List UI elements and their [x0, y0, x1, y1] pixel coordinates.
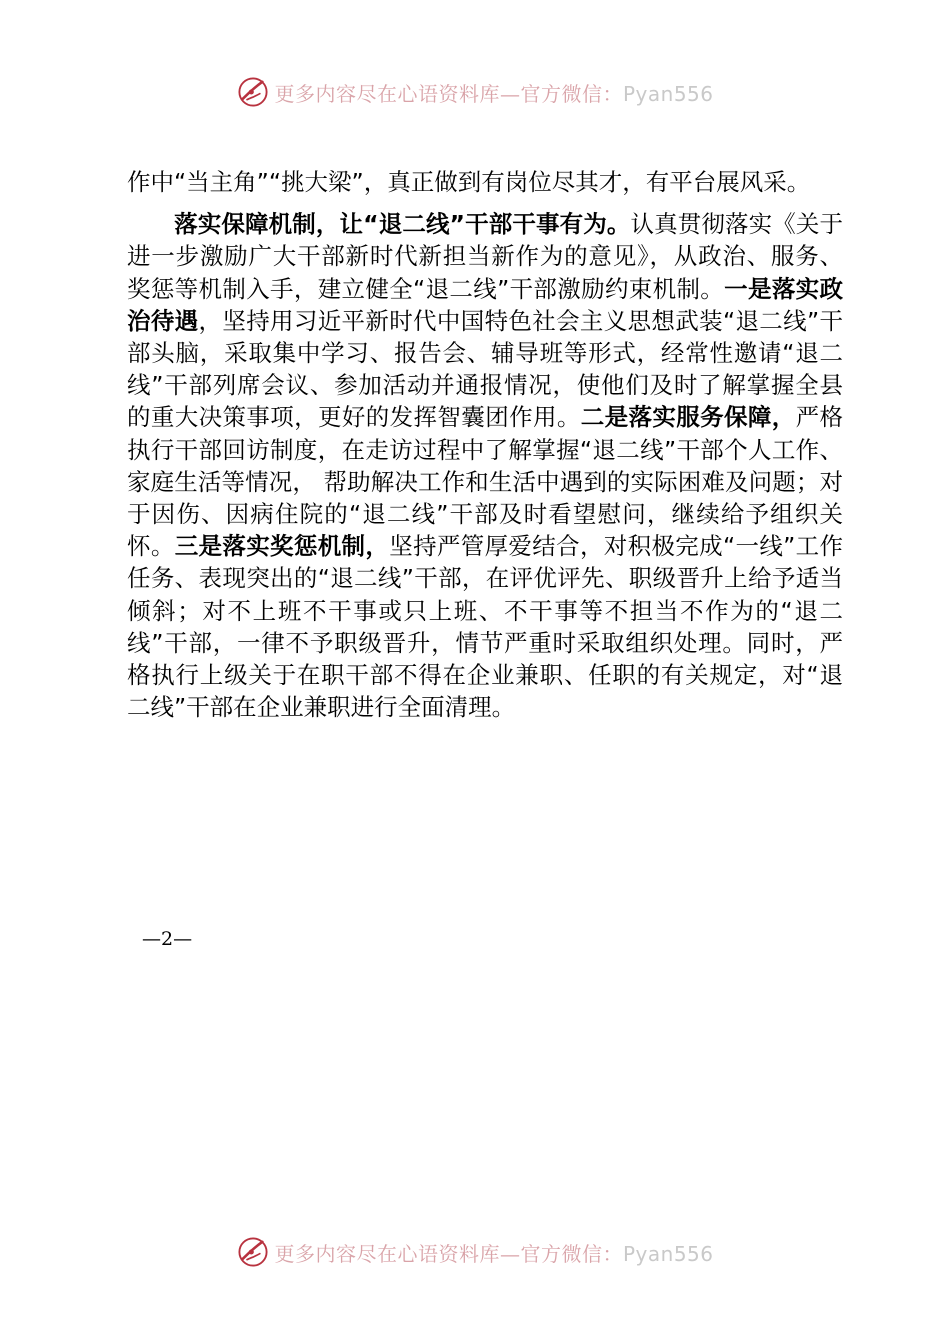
point-three-text: 坚持严管厚爱结合，对积极完成“一线”工作任务、表现突出的“退二线”干部，在评优评先、职级晋升上给予适当倾斜；对不上班不干事或只上班、不干事等不担当不作为的“退二线”干部，一律不予职级晋升，情节严重时采取组织处理。同时，严格执行上级关于在职干部不得在企业兼职、任职的有关规定，对“退二线”干部在企业兼职进行全面清理。	[127, 532, 844, 722]
footer-watermark	[0, 1232, 950, 1272]
point-one-heading: 一是落实政治待遇	[127, 274, 843, 335]
writing-hand-logo-icon	[236, 75, 270, 109]
watermark-text: 更多内容尽在心语资料库—官方微信：Pyan556	[274, 81, 714, 106]
header-watermark	[0, 72, 950, 112]
watermark-text: 更多内容尽在心语资料库—官方微信：Pyan556	[274, 1241, 714, 1266]
watermark-account: Pyan556	[622, 1241, 714, 1266]
page-number: —2—	[142, 928, 193, 950]
point-two-heading: 二是落实服务保障，	[580, 403, 796, 432]
watermark-account: Pyan556	[622, 81, 714, 106]
paragraph-heading: 落实保障机制，让“退二线”干部干事有为。	[174, 210, 631, 239]
writing-hand-logo-icon	[236, 1235, 270, 1269]
point-one-text: ，坚持用习近平新时代中国特色社会主义思想武装“退二线”干部头脑，采取集中学习、报告会、辅导班等形式，经常性邀请“退二线”干部列席会议、参加活动并通报情况，使他们及时了解掌握全县的重大决策事项，更好的发挥智囊团作用。	[127, 306, 843, 432]
point-three-heading: 三是落实奖惩机制，	[174, 532, 390, 561]
paragraph-continuation: 作中“当主角”“挑大梁”，真正做到有岗位尽其才，有平台展风采。	[127, 168, 811, 196]
paragraph-text: 认真贯彻落实《关于进一步激励广大干部新时代新担当新作为的意见》，从政治、服务、奖惩等机制入手，建立健全“退二线”干部激励约束机制。	[127, 210, 844, 303]
point-two-text: 严格执行干部回访制度，在走访过程中了解掌握“退二线”干部个人工作、家庭生活等情况， 帮助解决工作和生活中遇到的实际困难及问题；对于因伤、因病住院的“退二线”干部及时看望慰问，继续给予组织关怀。	[127, 403, 844, 561]
document-body	[127, 166, 843, 723]
paragraph-support-mechanism	[127, 208, 843, 723]
